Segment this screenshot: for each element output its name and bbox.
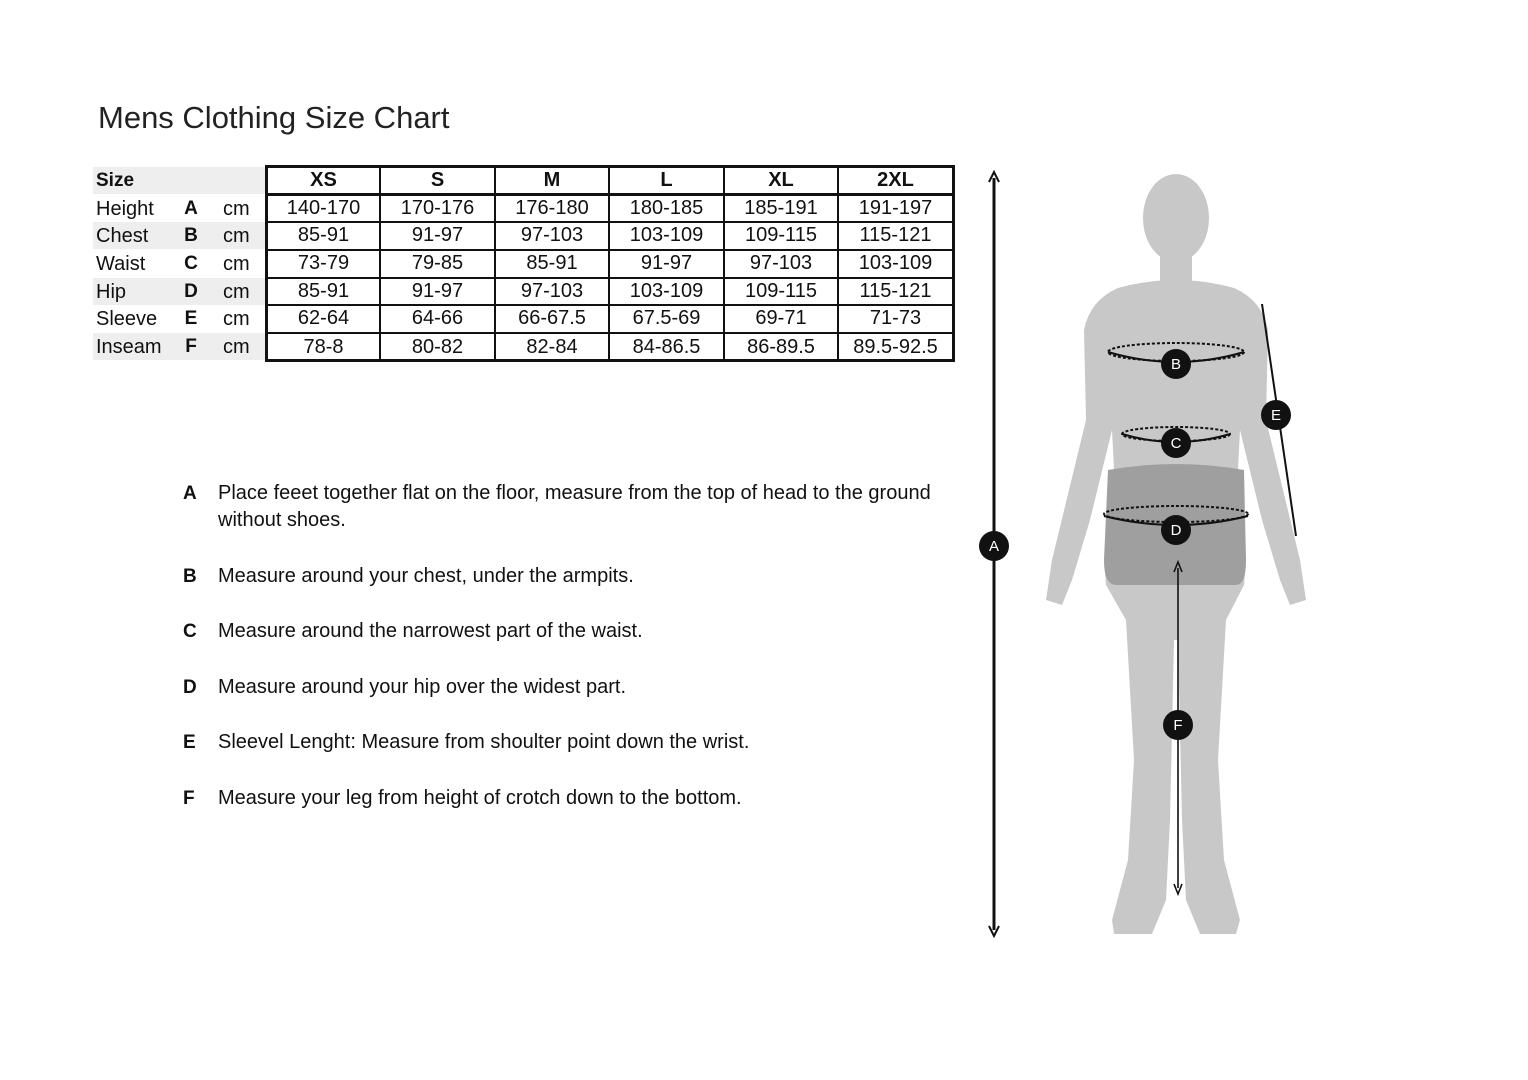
table-cell: 85-91 bbox=[526, 252, 578, 274]
note-text: Measure around your chest, under the armpits. bbox=[218, 565, 634, 587]
size-header: XL bbox=[768, 169, 794, 191]
table-cell: 103-109 bbox=[629, 280, 704, 302]
page-title: Mens Clothing Size Chart bbox=[98, 100, 450, 135]
table-cell: 71-73 bbox=[869, 307, 922, 329]
note-key: F bbox=[183, 788, 195, 809]
row-label: Hip bbox=[96, 281, 127, 303]
table-cell: 73-79 bbox=[297, 252, 350, 274]
table-cell: 62-64 bbox=[297, 307, 350, 329]
table-cell: 89.5-92.5 bbox=[853, 336, 938, 358]
table-cell: 103-109 bbox=[629, 224, 704, 246]
table-cell: 91-97 bbox=[411, 280, 464, 302]
size-header: 2XL bbox=[877, 169, 914, 191]
table-cell: 78-8 bbox=[303, 336, 344, 358]
marker-label: C bbox=[1170, 435, 1182, 452]
row-label: Height bbox=[96, 198, 154, 220]
marker-a-icon bbox=[979, 531, 1009, 561]
table-cell: 185-191 bbox=[744, 197, 818, 219]
row-unit: cm bbox=[223, 253, 250, 275]
row-unit: cm bbox=[223, 336, 250, 358]
note-key: D bbox=[183, 677, 197, 698]
note-key: B bbox=[183, 566, 197, 587]
note-text: Measure around the narrowest part of the waist. bbox=[218, 620, 643, 642]
note-item bbox=[183, 618, 943, 645]
row-code: E bbox=[184, 308, 198, 329]
size-label: Size bbox=[96, 170, 135, 191]
table-cell: 69-71 bbox=[755, 307, 807, 329]
table-cell: 180-185 bbox=[629, 197, 704, 219]
table-cell: 84-86.5 bbox=[632, 336, 701, 358]
table-cell: 176-180 bbox=[515, 197, 589, 219]
row-code: C bbox=[184, 253, 198, 274]
row-label: Sleeve bbox=[96, 308, 158, 330]
table-cell: 64-66 bbox=[411, 307, 464, 329]
table-cell: 82-84 bbox=[526, 336, 578, 358]
table-cell: 80-82 bbox=[411, 336, 464, 358]
table-cell: 85-91 bbox=[297, 280, 350, 302]
table-cell: 170-176 bbox=[400, 197, 475, 219]
table-cell: 97-103 bbox=[749, 252, 813, 274]
table-cell: 109-115 bbox=[745, 224, 817, 246]
note-key: E bbox=[183, 732, 196, 753]
table-cell: 97-103 bbox=[520, 280, 584, 302]
body-measurement-figure bbox=[970, 160, 1330, 950]
row-code: D bbox=[184, 281, 198, 302]
note-text: Sleevel Lenght: Measure from shoulter point down the wrist. bbox=[218, 731, 750, 753]
note-item bbox=[183, 480, 943, 534]
marker-f-icon bbox=[1163, 710, 1193, 740]
note-key: C bbox=[183, 621, 197, 642]
row-unit: cm bbox=[223, 308, 250, 330]
note-text: Place feeet together flat on the floor, measure from the top of head to the ground without shoes. bbox=[218, 482, 931, 531]
table-cell: 140-170 bbox=[286, 197, 361, 219]
table-cell: 86-89.5 bbox=[747, 336, 815, 358]
row-code: F bbox=[185, 336, 197, 357]
size-header: L bbox=[660, 169, 673, 191]
table-cell: 109-115 bbox=[745, 280, 817, 302]
row-label: Inseam bbox=[96, 336, 162, 358]
row-label: Waist bbox=[96, 253, 146, 275]
marker-label: D bbox=[1170, 522, 1182, 539]
note-text: Measure around your hip over the widest part. bbox=[218, 676, 626, 698]
marker-e-icon bbox=[1261, 400, 1291, 430]
note-item bbox=[183, 674, 943, 701]
marker-b-icon bbox=[1161, 349, 1191, 379]
row-label: Chest bbox=[96, 225, 149, 247]
marker-label: A bbox=[988, 538, 1000, 555]
table-cell: 79-85 bbox=[411, 252, 464, 274]
table-cell: 103-109 bbox=[858, 252, 933, 274]
size-header: S bbox=[430, 169, 445, 191]
table-cell: 115-121 bbox=[859, 224, 932, 246]
row-code: A bbox=[184, 198, 198, 219]
table-cell: 91-97 bbox=[640, 252, 693, 274]
table-cell: 66-67.5 bbox=[518, 307, 586, 329]
marker-label: F bbox=[1173, 717, 1183, 734]
marker-label: B bbox=[1170, 356, 1182, 373]
size-header: XS bbox=[310, 169, 337, 191]
table-cell: 191-197 bbox=[858, 197, 933, 219]
marker-d-icon bbox=[1161, 515, 1191, 545]
note-item bbox=[183, 785, 943, 812]
row-unit: cm bbox=[223, 225, 250, 247]
table-cell: 85-91 bbox=[297, 224, 350, 246]
note-item bbox=[183, 729, 943, 756]
size-header: M bbox=[543, 169, 561, 191]
row-unit: cm bbox=[223, 281, 250, 303]
note-key: A bbox=[183, 483, 197, 504]
table-cell: 91-97 bbox=[411, 224, 464, 246]
marker-c-icon bbox=[1161, 428, 1191, 458]
note-text: Measure your leg from height of crotch down to the bottom. bbox=[218, 787, 742, 809]
table-cell: 97-103 bbox=[520, 224, 584, 246]
row-unit: cm bbox=[223, 198, 250, 220]
note-item bbox=[183, 563, 943, 590]
marker-label: E bbox=[1270, 407, 1282, 424]
table-cell: 67.5-69 bbox=[632, 307, 701, 329]
table-cell: 115-121 bbox=[859, 280, 932, 302]
row-code: B bbox=[184, 225, 198, 246]
